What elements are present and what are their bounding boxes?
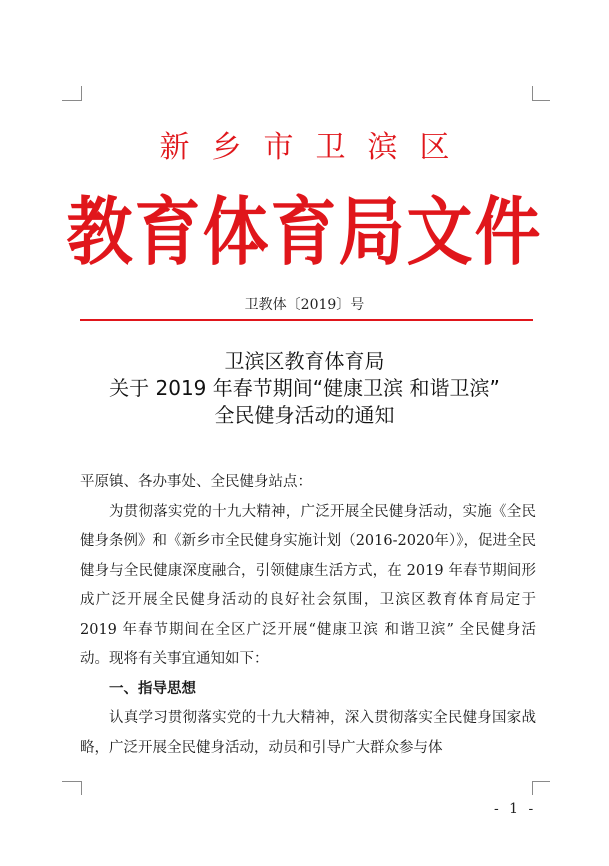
crop-mark-top-right xyxy=(532,86,533,100)
crop-mark-bottom-left xyxy=(62,781,82,782)
crop-mark-top-right xyxy=(532,100,550,101)
body-paragraph: 为贯彻落实党的十九大精神，广泛开展全民健身活动，实施《全民健身条例》和《新乡市全民健身实施计划（2016-2020年）》，促进全民健身与全民健康深度融合，引领健康生活方式，在 2019 年春节期间形成广泛开展全民健身活动的良好社会氛围，卫滨区教育体育局定于 2019 年春节期间在全区广泛开展“健康卫滨 和谐卫滨” 全民健身活动。现将有关事宜通知如下： xyxy=(80,503,536,667)
crop-mark-top-left xyxy=(81,86,82,100)
issuer-region: 新乡市卫滨区 xyxy=(159,130,472,165)
crop-mark-bottom-right xyxy=(532,781,550,782)
red-header-rule xyxy=(80,319,533,321)
salutation: 平原镇、各办事处、全民健身站点： xyxy=(80,474,312,490)
notice-body xyxy=(80,468,536,763)
title-line-2: 关于 2019 年春节期间“健康卫滨 和谐卫滨” xyxy=(109,376,500,400)
crop-mark-top-left xyxy=(62,100,82,101)
crop-mark-bottom-left xyxy=(81,781,82,795)
title-line-1: 卫滨区教育体育局 xyxy=(224,349,385,373)
section-heading: 一、指导思想 xyxy=(109,680,196,697)
page-number: - 1 - xyxy=(494,801,537,817)
issuer-title: 教育体育局文件 xyxy=(66,189,543,276)
document-number: 卫教体〔2019〕号 xyxy=(244,297,365,313)
title-line-3: 全民健身活动的通知 xyxy=(214,403,395,427)
crop-mark-bottom-right xyxy=(532,781,533,795)
notice-title xyxy=(0,348,609,429)
body-paragraph: 认真学习贯彻落实党的十九大精神，深入贯彻落实全民健身国家战略，广泛开展全民健身活动，动员和引导广大群众参与体 xyxy=(80,710,536,756)
